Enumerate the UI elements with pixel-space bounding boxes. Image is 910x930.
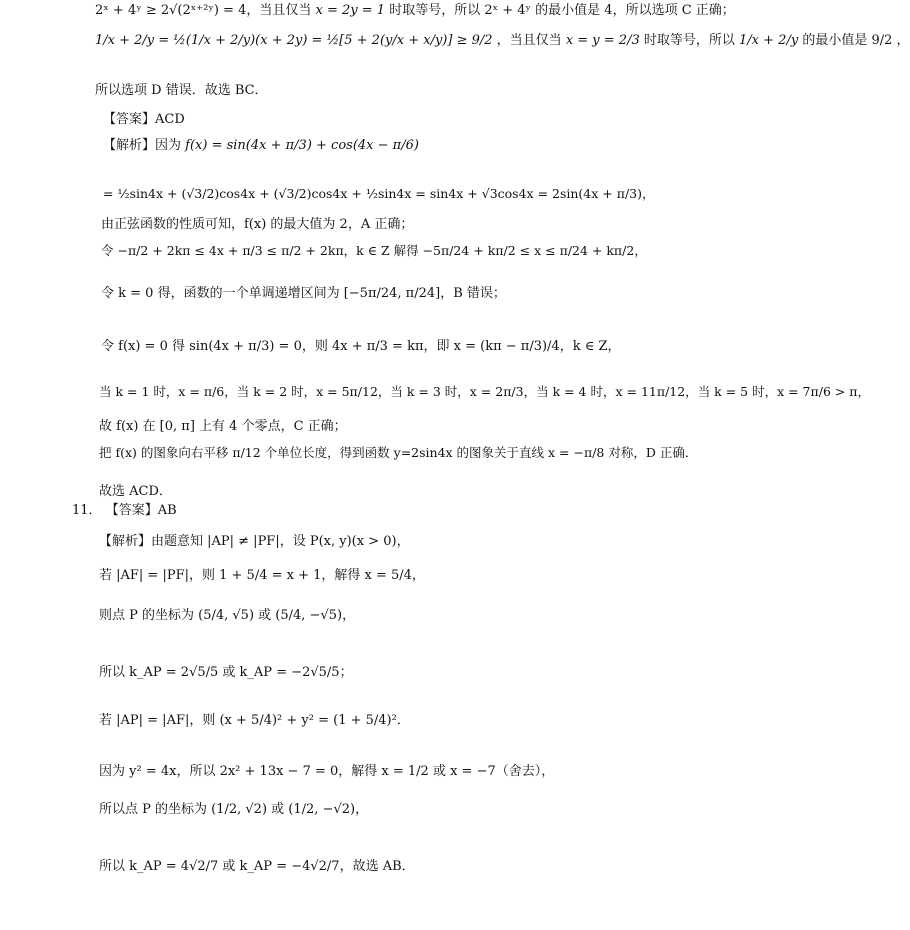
- top-line-2-g: 9/2: [871, 33, 893, 48]
- q10-conclusion: 故选 ACD．: [99, 484, 172, 499]
- top-line-1-a: 2ˣ + 4ʸ ≥ 2√(2ˣ⁺²ʸ) = 4，当且仅当: [95, 3, 312, 18]
- q11-header: [72, 502, 177, 520]
- q11-case2-solve: 因为 y² = 4x，所以 2x² + 13x − 7 = 0，解得 x = 1/2 或 x = −7（舍去），: [99, 764, 555, 779]
- q10-max-line: 由正弦函数的性质可知，f(x) 的最大值为 2，A 正确；: [101, 217, 414, 232]
- top-line-2: [95, 32, 910, 50]
- q10-c-line: 故 f(x) 在 [0, π] 上有 4 个零点，C 正确；: [99, 419, 347, 434]
- top-line-2-c: x = y = 2/3: [565, 33, 640, 48]
- top-line-2-h: ，: [896, 33, 910, 48]
- q10-analysis-label: 【解析】因为: [103, 138, 182, 153]
- q10-expand: = ½sin4x + (√3/2)cos4x + (√3/2)cos4x + ½sin4x = sin4x + √3cos4x = 2sin(4x + π/3)，: [103, 186, 655, 201]
- q10-k-values: 当 k = 1 时，x = π/6，当 k = 2 时，x = 5π/12，当 k = 3 时，x = 2π/3，当 k = 4 时，x = 11π/12，当 k = 5 时，x = 7π/6 > π，: [99, 384, 871, 399]
- q10-analysis: [103, 137, 419, 155]
- top-line-2-a: 1/x + 2/y = ½(1/x + 2/y)(x + 2y) = ½[5 + 2(y/x + x/y)] ≥ 9/2: [95, 33, 493, 48]
- top-line-2-f: 的最小值是: [802, 33, 868, 48]
- q11-case1-point: 则点 P 的坐标为 (5/4, √5) 或 (5/4, −√5)，: [99, 608, 356, 623]
- q11-answer: 【答案】AB: [105, 503, 177, 518]
- q11-case2-point: 所以点 P 的坐标为 (1/2, √2) 或 (1/2, −√2)，: [99, 802, 369, 817]
- q11-number: 11．: [72, 503, 102, 518]
- top-line-1-c: 时取等号，所以 2ˣ + 4ʸ 的最小值是 4，所以选项 C 正确；: [389, 3, 735, 18]
- top-line-2-d: 时取等号，所以: [643, 33, 735, 48]
- top-line-1-b: x = 2y = 1: [315, 3, 386, 18]
- top-line-1: [95, 2, 735, 20]
- q10-d-line: 把 f(x) 的图象向右平移 π/12 个单位长度，得到函数 y=2sin4x 的图象关于直线 x = −π/8 对称，D 正确．: [99, 445, 698, 460]
- q11-analysis: 【解析】由题意知 |AP| ≠ |PF|，设 P(x, y)(x > 0)，: [99, 534, 410, 549]
- q10-zero-line: 令 f(x) = 0 得 sin(4x + π/3) = 0，则 4x + π/3 = kπ，即 x = (kπ − π/3)/4，k ∈ Z，: [101, 339, 621, 354]
- q11-case2: 若 |AP| = |AF|，则 (x + 5/4)² + y² = (1 + 5/4)²．: [99, 713, 410, 728]
- top-line-2-e: 1/x + 2/y: [739, 33, 799, 48]
- q10-inc-line: 令 −π/2 + 2kπ ≤ 4x + π/3 ≤ π/2 + 2kπ，k ∈ Z 解得 −5π/24 + kπ/2 ≤ x ≤ π/24 + kπ/2，: [101, 243, 647, 258]
- q10-answer: 【答案】ACD: [103, 112, 185, 127]
- top-line-2-b: ，当且仅当: [496, 33, 562, 48]
- q10-k0-line: 令 k = 0 得，函数的一个单调递增区间为 [−5π/24, π/24]，B 错误；: [101, 286, 506, 301]
- q11-case1: 若 |AF| = |PF|，则 1 + 5/4 = x + 1，解得 x = 5/4，: [99, 568, 425, 583]
- q10-fx-def: f(x) = sin(4x + π/3) + cos(4x − π/6): [185, 138, 419, 153]
- q11-case1-slope: 所以 k_AP = 2√5/5 或 k_AP = −2√5/5；: [99, 665, 353, 680]
- top-line-3: 所以选项 D 错误．故选 BC．: [95, 83, 268, 98]
- q11-case2-slope: 所以 k_AP = 4√2/7 或 k_AP = −4√2/7，故选 AB．: [99, 859, 415, 874]
